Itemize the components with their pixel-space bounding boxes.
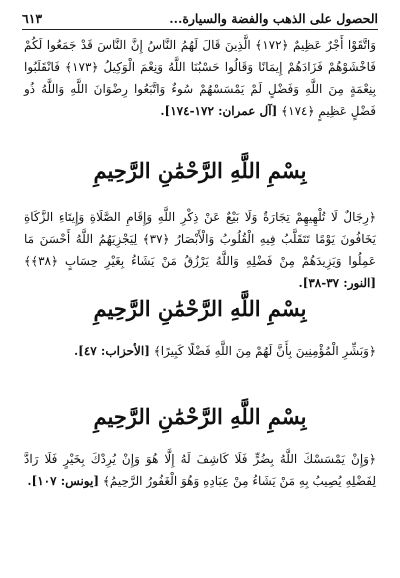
basmala-heading-2: بِسْمِ اللَّهِ الرَّحْمَٰنِ الرَّحِيمِ — [93, 296, 307, 321]
passage-text: ﴿وَإِنْ يَمْسَسْكَ اللَّهُ بِضُرٍّ فَلَا كَاشِفَ لَهُ إِلَّا هُوَ وَإِنْ يُرِدْكَ بِخَيْرٍ فَلَا رَادَّ لِفَضْلِهِ يُصِيبُ بِهِ مَنْ يَشَاءُ مِنْ عِبَادِهِ وَهُوَ الْغَفُورُ الرَّحِيمُ﴾ — [24, 452, 376, 488]
page-number: ٦١٣ — [22, 11, 43, 26]
quran-passage-3 — [24, 340, 376, 362]
passage-reference: [آل عمران: ١٧٢-١٧٤]. — [160, 104, 278, 118]
passage-reference: [الأحزاب: ٤٧]. — [73, 344, 150, 358]
running-title: الحصول على الذهب والفضة والسيارة... — [169, 11, 378, 26]
basmala-heading-1: بِسْمِ اللَّهِ الرَّحْمَٰنِ الرَّحِيمِ — [93, 158, 307, 183]
passage-reference: [يونس: ١٠٧]. — [27, 474, 100, 488]
passage-text: وَاتَّقَوْا أَجْرٌ عَظِيمٌ ﴿١٧٢﴾ الَّذِينَ قَالَ لَهُمُ النَّاسُ إِنَّ النَّاسَ قَدْ جَمَعُوا لَكُمْ فَاخْشَوْهُمْ فَزَادَهُمْ إِيمَانًا وَقَالُوا حَسْبُنَا اللَّهُ وَنِعْمَ الْوَكِيلُ ﴿١٧٣﴾ فَانْقَلَبُوا بِنِعْمَةٍ مِنَ اللَّهِ وَفَضْلٍ لَمْ يَمْسَسْهُمْ سُوءٌ وَاتَّبَعُوا رِضْوَانَ اللَّهِ وَاللَّهُ ذُو فَضْلٍ عَظِيمٍ ﴿١٧٤﴾ — [24, 38, 376, 118]
passage-text: ﴿رِجَالٌ لَا تُلْهِيهِمْ تِجَارَةٌ وَلَا بَيْعٌ عَنْ ذِكْرِ اللَّهِ وَإِقَامِ الصَّلَاةِ وَإِيتَاءِ الزَّكَاةِ يَخَافُونَ يَوْمًا تَتَقَلَّبُ فِيهِ الْقُلُوبُ وَالْأَبْصَارُ ﴿٣٧﴾ لِيَجْزِيَهُمُ اللَّهُ أَحْسَنَ مَا عَمِلُوا وَيَزِيدَهُمْ مِنْ فَضْلِهِ وَاللَّهُ يَرْزُقُ مَنْ يَشَاءُ بِغَيْرِ حِسَابٍ ﴿٣٨﴾﴾ — [24, 210, 376, 268]
quran-passage-2 — [24, 206, 376, 294]
quran-passage-4 — [24, 448, 376, 492]
page-header — [22, 8, 378, 30]
quran-passage-1 — [24, 34, 376, 122]
passage-reference: [النور: ٣٧-٣٨]. — [298, 276, 376, 290]
basmala-heading-3: بِسْمِ اللَّهِ الرَّحْمَٰنِ الرَّحِيمِ — [93, 404, 307, 429]
passage-text: ﴿وَبَشِّرِ الْمُؤْمِنِينَ بِأَنَّ لَهُمْ مِنَ اللَّهِ فَضْلًا كَبِيرًا﴾ — [149, 344, 376, 358]
